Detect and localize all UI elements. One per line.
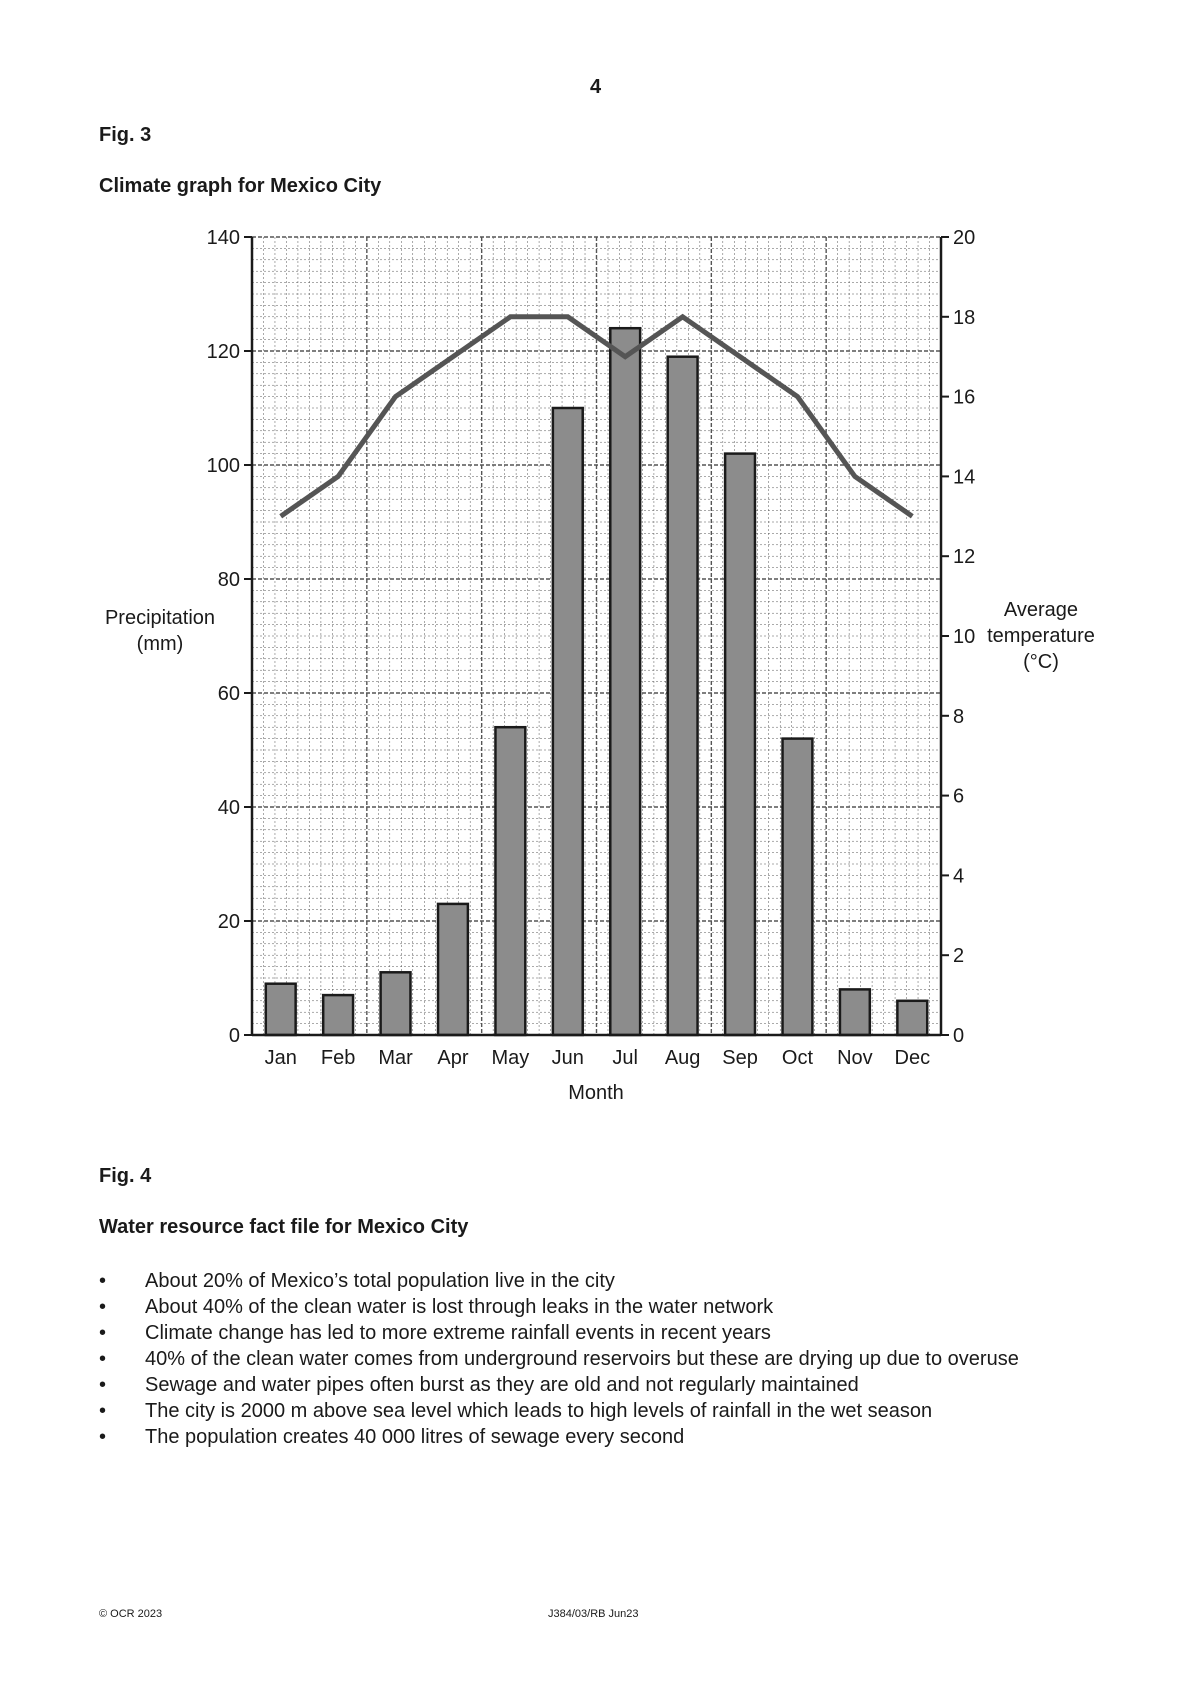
x-tick-label: Nov xyxy=(837,1047,873,1069)
x-tick-label: Aug xyxy=(664,1047,701,1069)
footer-code: J384/03/RB Jun23 xyxy=(548,1608,639,1620)
x-tick-label: Oct xyxy=(781,1047,814,1069)
x-tick-label: Jul xyxy=(612,1047,638,1069)
x-tick-label: May xyxy=(491,1047,530,1069)
x-tick-label: Jan xyxy=(264,1047,297,1069)
fact-text: Sewage and water pipes often burst as they are old and not regularly maintained xyxy=(145,1374,859,1396)
bullet-icon: • xyxy=(99,1322,107,1344)
fact-item xyxy=(99,1268,1059,1294)
page-number: 4 xyxy=(589,76,602,98)
y-right-tick-label: 16 xyxy=(953,386,976,409)
fig4-title: Water resource fact file for Mexico City xyxy=(99,1216,469,1238)
y-right-tick-label: 4 xyxy=(953,865,965,888)
x-axis-label: Month xyxy=(568,1082,624,1104)
fact-list xyxy=(99,1268,1059,1450)
y-left-tick-label: 100 xyxy=(206,455,240,477)
precipitation-bar xyxy=(610,328,640,1035)
precipitation-bar xyxy=(553,408,583,1035)
y-right-tick-label: 2 xyxy=(953,945,965,968)
x-tick-label: Dec xyxy=(894,1047,931,1069)
y-left-axis-label: (mm) xyxy=(136,633,184,655)
fact-text: Climate change has led to more extreme rainfall events in recent years xyxy=(145,1322,771,1344)
x-tick-label: Jun xyxy=(551,1047,584,1069)
y-right-tick-label: 14 xyxy=(953,466,976,489)
y-right-tick-label: 6 xyxy=(953,785,965,808)
fact-text: The population creates 40 000 litres of sewage every second xyxy=(145,1426,685,1448)
footer-copyright: © OCR 2023 xyxy=(99,1608,163,1620)
precipitation-bar xyxy=(323,995,353,1035)
y-right-axis-label: Average xyxy=(1003,599,1079,621)
fact-text: About 40% of the clean water is lost through leaks in the water network xyxy=(145,1296,774,1318)
fact-item xyxy=(99,1398,1059,1424)
bullet-icon: • xyxy=(99,1374,107,1396)
precipitation-bar xyxy=(668,357,698,1035)
fact-text: 40% of the clean water comes from underground reservoirs but these are drying up due to overuse xyxy=(145,1348,1019,1370)
x-tick-label: Apr xyxy=(437,1047,469,1069)
y-right-tick-label: 0 xyxy=(953,1025,965,1047)
precipitation-bar xyxy=(897,1001,927,1035)
fig3-label: Fig. 3 xyxy=(99,124,152,146)
precipitation-bar xyxy=(783,739,813,1035)
fig3-title: Climate graph for Mexico City xyxy=(99,175,382,197)
fig4-label: Fig. 4 xyxy=(99,1165,152,1187)
bullet-icon: • xyxy=(99,1270,107,1292)
y-right-tick-label: 18 xyxy=(953,306,976,329)
fact-text: About 20% of Mexico’s total population live in the city xyxy=(145,1270,615,1292)
y-left-tick-label: 0 xyxy=(228,1025,240,1047)
bullet-icon: • xyxy=(99,1348,107,1370)
y-left-tick-label: 120 xyxy=(206,341,240,363)
bullet-icon: • xyxy=(99,1400,107,1422)
precipitation-bar xyxy=(725,454,755,1035)
precipitation-bar xyxy=(840,989,870,1035)
precipitation-bar xyxy=(495,727,525,1035)
y-left-tick-label: 80 xyxy=(217,569,240,591)
x-tick-label: Mar xyxy=(378,1047,413,1069)
y-left-tick-label: 60 xyxy=(217,683,240,705)
fact-item xyxy=(99,1294,1059,1320)
y-left-axis-label: Precipitation xyxy=(104,607,216,629)
y-right-tick-label: 12 xyxy=(953,546,976,569)
fact-item xyxy=(99,1372,1059,1398)
x-tick-label: Sep xyxy=(722,1047,758,1069)
y-right-tick-label: 8 xyxy=(953,705,965,728)
fact-item xyxy=(99,1346,1059,1372)
bullet-icon: • xyxy=(99,1296,107,1318)
y-left-tick-label: 20 xyxy=(217,911,240,933)
precipitation-bar xyxy=(266,984,296,1035)
precipitation-bar xyxy=(438,904,468,1035)
y-right-tick-label: 20 xyxy=(953,227,976,249)
y-right-axis-label: (°C) xyxy=(1023,651,1059,673)
fact-item xyxy=(99,1424,1059,1450)
y-left-tick-label: 40 xyxy=(217,797,240,819)
y-right-tick-label: 10 xyxy=(953,626,976,648)
precipitation-bar xyxy=(381,972,411,1035)
fact-text: The city is 2000 m above sea level which leads to high levels of rainfall in the wet season xyxy=(145,1400,933,1422)
x-tick-label: Feb xyxy=(320,1047,356,1069)
y-left-tick-label: 140 xyxy=(206,227,240,249)
bullet-icon: • xyxy=(99,1426,107,1448)
fact-item xyxy=(99,1320,1059,1346)
y-right-axis-label: temperature xyxy=(987,625,1095,647)
